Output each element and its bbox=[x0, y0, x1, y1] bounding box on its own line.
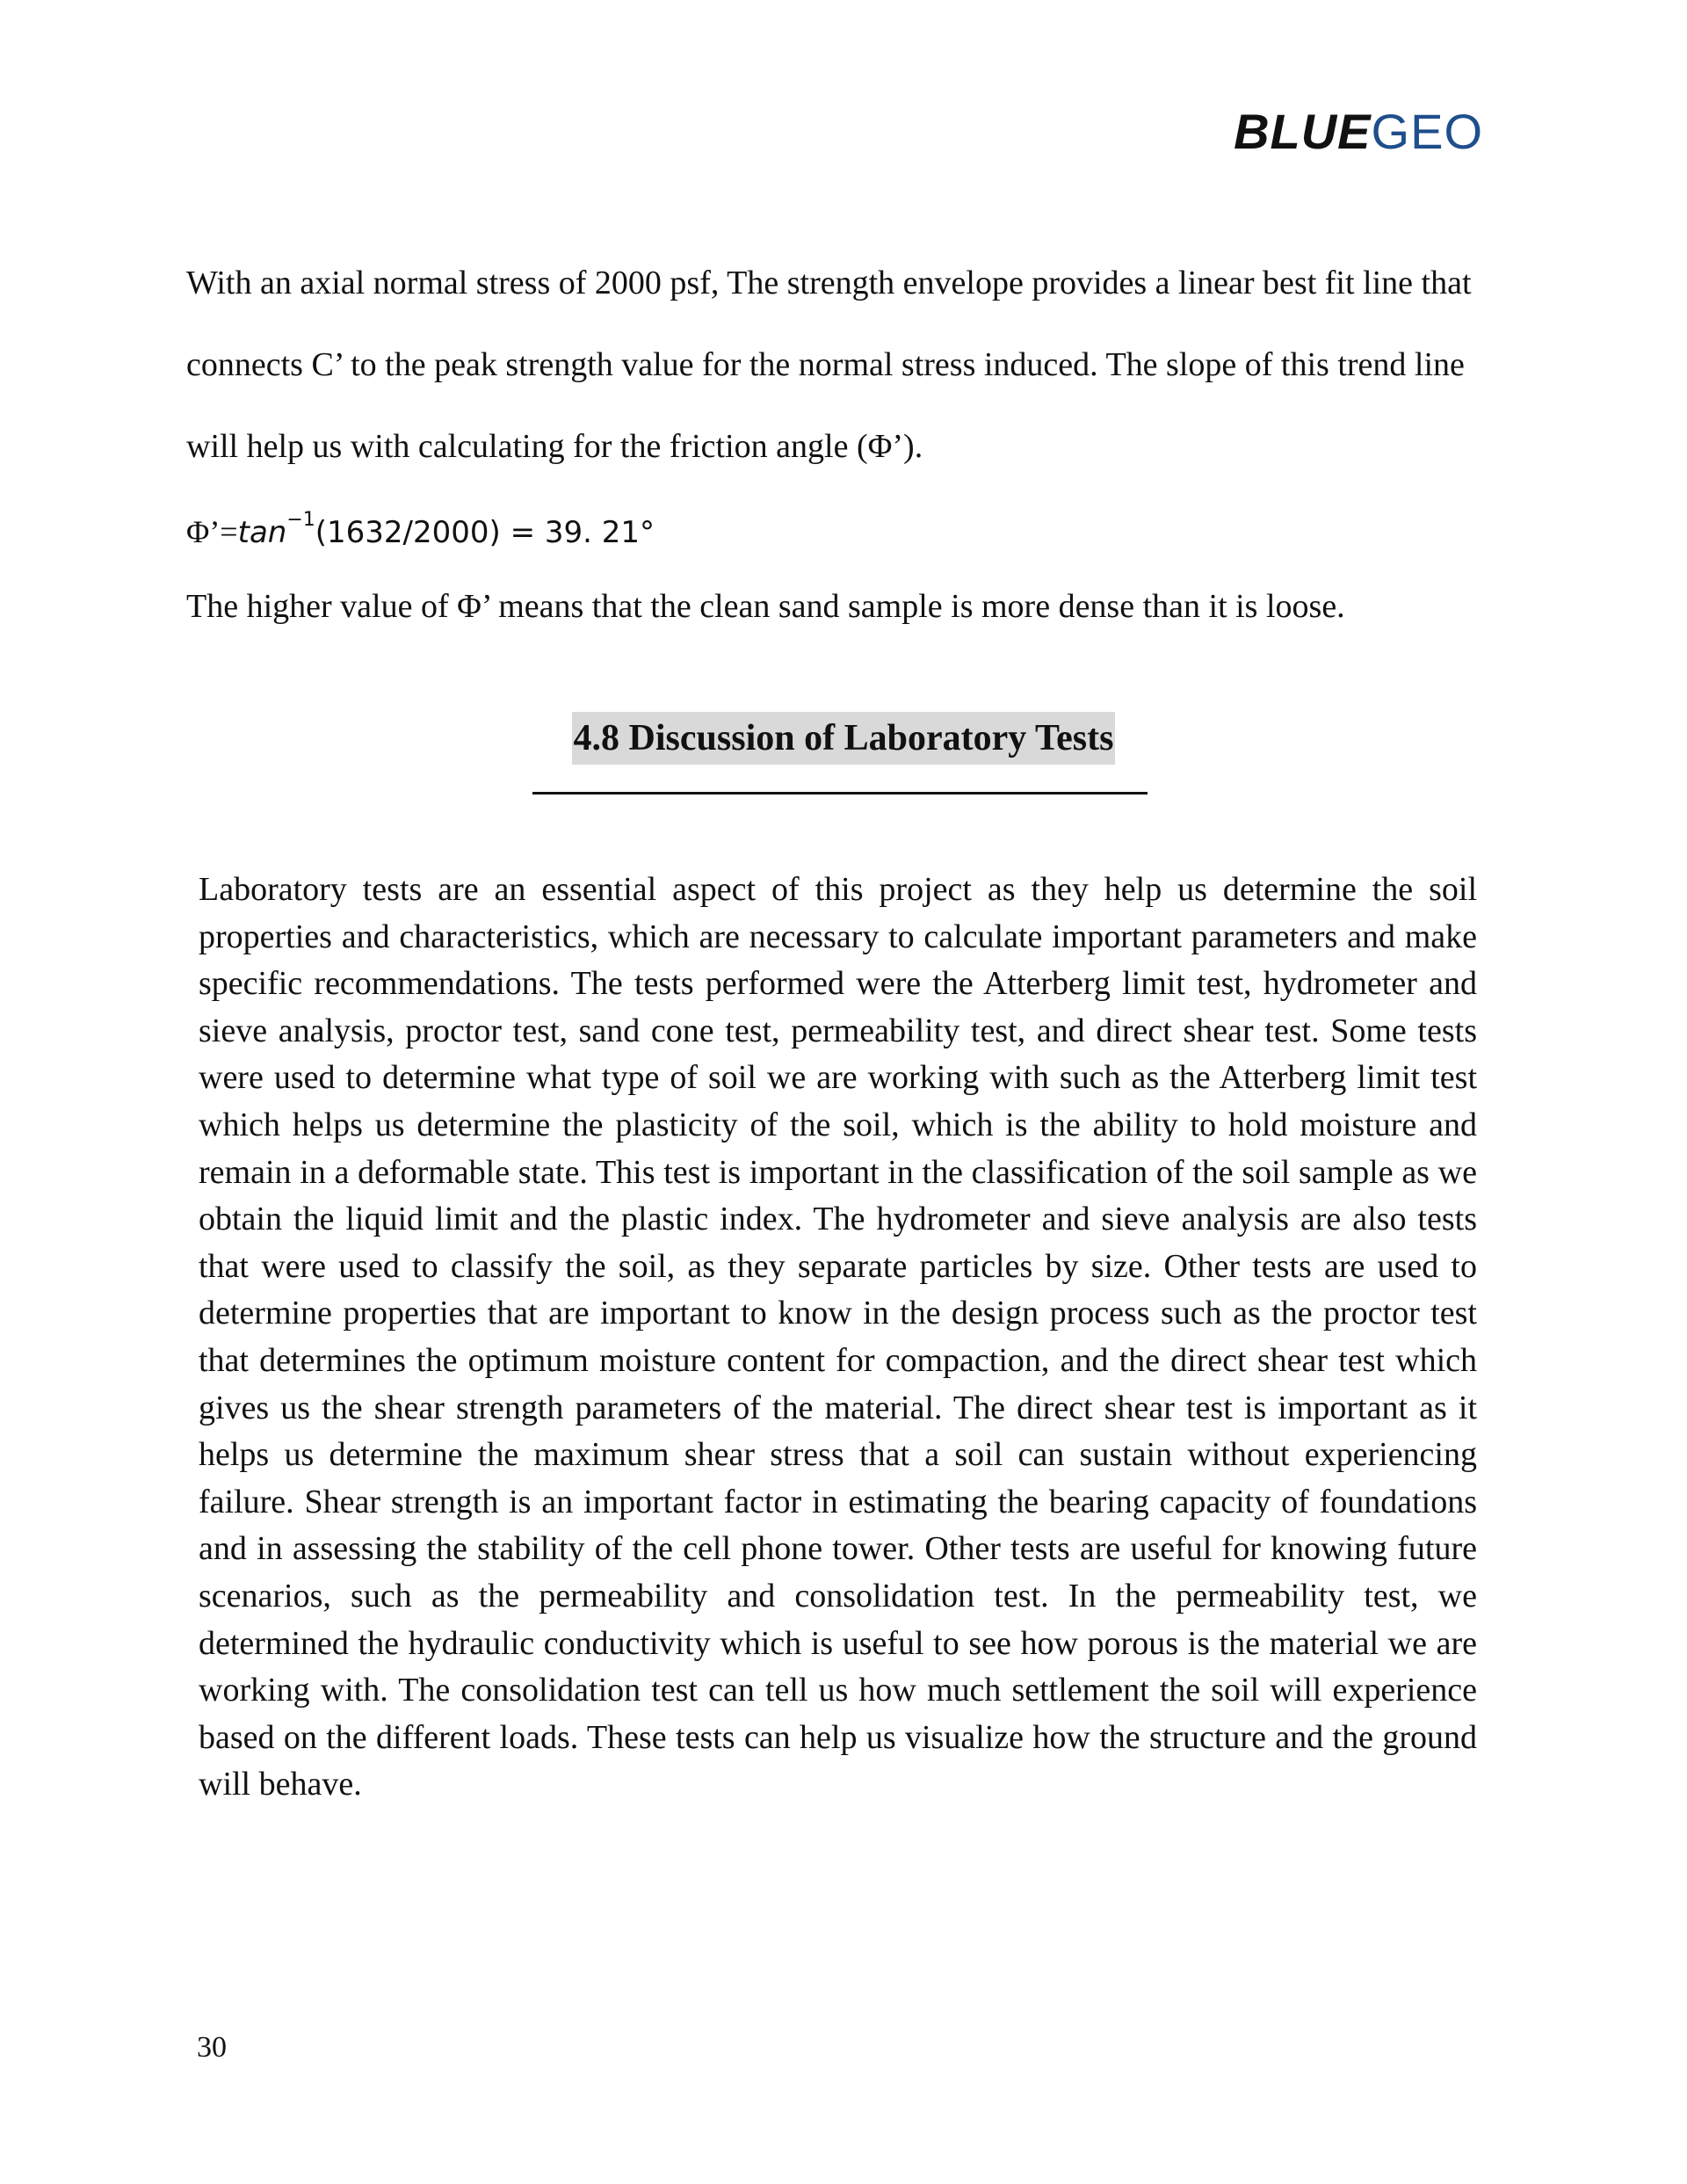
company-logo bbox=[1234, 104, 1483, 160]
logo-geo-text: GEO bbox=[1371, 104, 1483, 159]
section-heading-container bbox=[0, 712, 1687, 765]
discussion-body-paragraph: Laboratory tests are an essential aspect of this project as they help us determine the soil properties and characteristics, which are necessary to calculate important parameters and make specific recommendations. The tests performed were the Atterberg limit test, hydrometer and sieve analysis, proctor test, sand cone test, permeability test, and direct shear test. Some tests were used to determine what type of soil we are working with such as the Atterberg limit test which helps us determine the plasticity of the soil, which is the ability to hold moisture and remain in a deformable state. This test is important in the classification of the soil sample as we obtain the liquid limit and the plastic index. The hydrometer and sieve analysis are also tests that were used to classify the soil, as they separate particles by size. Other tests are used to determine properties that are important to know in the design process such as the proctor test that determines the optimum moisture content for compaction, and the direct shear test which gives us the shear strength parameters of the material. The direct shear test is important as it helps us determine the maximum shear stress that a soil can sustain without experiencing failure. Shear strength is an important factor in estimating the bearing capacity of foundations and in assessing the stability of the cell phone tower. Other tests are useful for knowing future scenarios, such as the permeability and consolidation test. In the permeability test, we determined the hydraulic conductivity which is useful to see how porous is the material we are working with. The consolidation test can tell us how much settlement the soil will experience based on the different loads. These tests can help us visualize how the structure and the ground will behave. bbox=[199, 871, 1477, 1803]
equation-function: tan bbox=[237, 515, 287, 550]
heading-underline-divider bbox=[532, 792, 1148, 795]
equation-exponent: −1 bbox=[286, 509, 315, 531]
logo-blue-text: BLUE bbox=[1234, 104, 1372, 159]
page-number: 30 bbox=[197, 2031, 227, 2064]
friction-angle-equation bbox=[186, 499, 655, 559]
intro-paragraph: With an axial normal stress of 2000 psf, The strength envelope provides a linear best fit line that connects C’ to the peak strength value for the normal stress induced. The slope of this trend line will help us with calculating for the friction angle (Φ’). bbox=[186, 265, 1472, 465]
equation-lhs: Φ’= bbox=[186, 514, 238, 549]
section-heading: 4.8 Discussion of Laboratory Tests bbox=[572, 712, 1116, 765]
conclusion-sentence: The higher value of Φ’ means that the clean sand sample is more dense than it is loose. bbox=[186, 588, 1345, 625]
equation-argument: (1632/2000) = 39. 21° bbox=[315, 515, 655, 550]
